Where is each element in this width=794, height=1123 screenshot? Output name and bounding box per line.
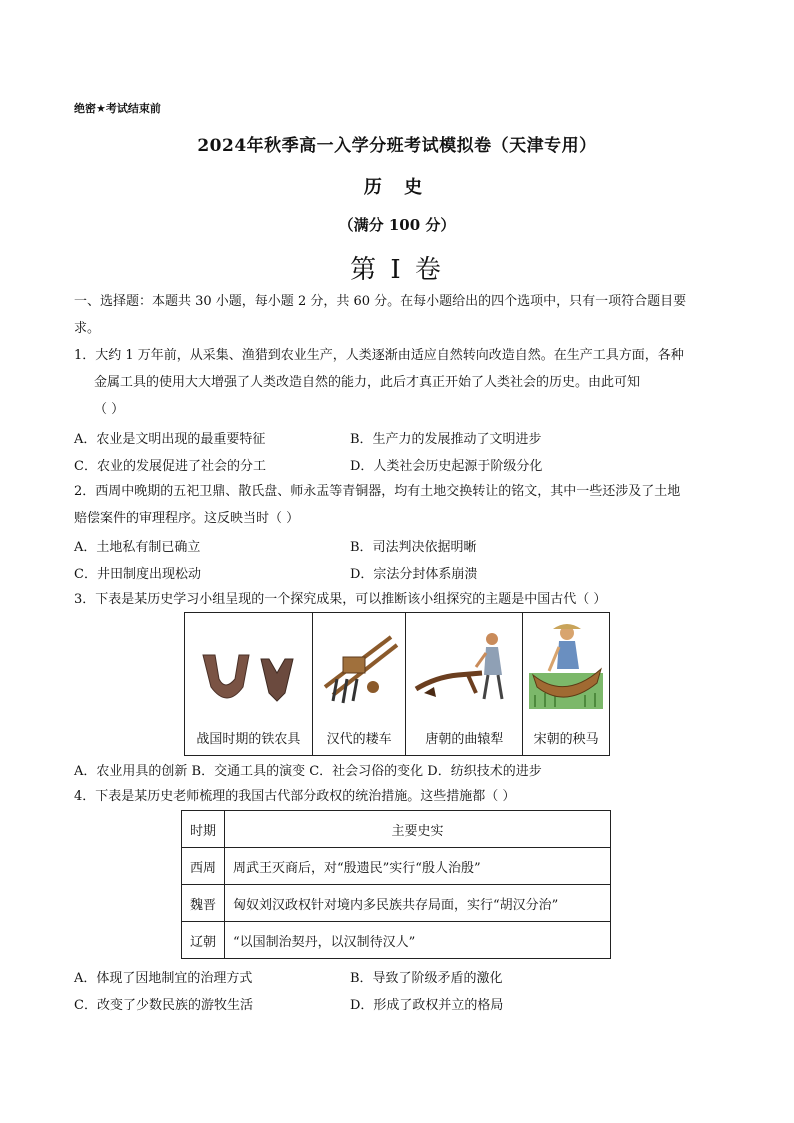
table-cell-period: 辽朝 (182, 922, 225, 959)
q4-option-a[interactable]: A．体现了因地制宜的治理方式 (74, 971, 253, 986)
q4-option-b[interactable]: B．导致了阶级矛盾的激化 (350, 971, 503, 986)
q1-option-c[interactable]: C．农业的发展促进了社会的分工 (74, 459, 266, 474)
exam-title: 2024年秋季高一入学分班考试模拟卷（天津专用） (197, 136, 597, 156)
rice-seedling-horse-icon (523, 617, 609, 719)
q1-answer-blank: （ ） (94, 402, 125, 417)
q2-stem-line2: 赔偿案件的审理程序。这反映当时（ ） (74, 511, 300, 526)
volume-heading: 第 I 卷 (350, 255, 444, 285)
q3-caption-2: 汉代的耧车 (326, 732, 392, 747)
q1-option-d[interactable]: D．人类社会历史起源于阶级分化 (350, 459, 543, 474)
q1-stem-line2: 金属工具的使用大大增强了人类改造自然的能力，此后才真正开始了人类社会的历史。由此可知 (94, 375, 641, 390)
table-header-row (182, 811, 611, 848)
q3-image-cell-3 (406, 613, 523, 755)
q3-options[interactable]: A．农业用具的创新 B．交通工具的演变 C．社会习俗的变化 D．纺织技术的进步 (74, 764, 542, 779)
q3-caption-4: 宋朝的秧马 (533, 732, 599, 747)
confidential-label: 绝密★考试结束前 (74, 102, 161, 115)
q3-image-table (184, 612, 610, 756)
q1-option-a[interactable]: A．农业是文明出现的最重要特征 (74, 432, 266, 447)
seed-drill-icon (313, 617, 406, 713)
section-instruction-line1: 一、选择题：本题共 30 小题，每小题 2 分，共 60 分。在每小题给出的四个选项中，只有一项符合题目要 (74, 294, 687, 309)
q3-caption-3: 唐朝的曲辕犁 (425, 732, 504, 747)
table-row (182, 848, 611, 885)
table-cell-period: 魏晋 (182, 885, 225, 922)
table-header-facts: 主要史实 (225, 811, 611, 848)
q3-stem: 3．下表是某历史学习小组呈现的一个探究成果，可以推断该小组探究的主题是中国古代（ ） (74, 592, 607, 607)
q3-image-cell-1 (185, 613, 313, 755)
q2-option-b[interactable]: B．司法判决依据明晰 (350, 540, 477, 555)
section-instruction-line2: 求。 (74, 321, 101, 336)
table-cell-fact: 周武王灭商后，对“殷遗民”实行“殷人治殷” (225, 848, 611, 885)
table-cell-period: 西周 (182, 848, 225, 885)
table-row (182, 885, 611, 922)
curved-plow-icon (406, 617, 522, 713)
q4-stem: 4．下表是某历史老师梳理的我国古代部分政权的统治措施。这些措施都（ ） (74, 789, 516, 804)
q1-stem-line1: 1．大约 1 万年前，从采集、渔猎到农业生产，人类逐渐由适应自然转向改造自然。在生产工具方面，各种 (74, 348, 684, 363)
q2-option-a[interactable]: A．土地私有制已确立 (74, 540, 201, 555)
table-cell-fact: “以国制治契丹，以汉制待汉人” (225, 922, 611, 959)
q3-image-cell-4 (523, 613, 609, 755)
q4-option-d[interactable]: D．形成了政权并立的格局 (350, 998, 504, 1013)
q4-option-c[interactable]: C．改变了少数民族的游牧生活 (74, 998, 253, 1013)
q3-caption-1: 战国时期的铁农具 (196, 732, 301, 747)
q4-history-table (181, 810, 611, 959)
q1-option-b[interactable]: B．生产力的发展推动了文明进步 (350, 432, 542, 447)
table-row (182, 922, 611, 959)
iron-farm-tool-icon (185, 617, 312, 713)
table-header-period: 时期 (182, 811, 225, 848)
q3-image-cell-2 (313, 613, 407, 755)
q2-option-c[interactable]: C．井田制度出现松动 (74, 567, 201, 582)
full-score: （满分 100 分） (338, 216, 456, 234)
q2-option-d[interactable]: D．宗法分封体系崩溃 (350, 567, 478, 582)
table-cell-fact: 匈奴刘汉政权针对境内多民族共存局面，实行“胡汉分治” (225, 885, 611, 922)
q2-stem-line1: 2．西周中晚期的五祀卫鼎、散氏盘、师永盂等青铜器，均有土地交换转让的铭文，其中一些还涉及了土地 (74, 484, 681, 499)
subject-title: 历 史 (363, 177, 431, 198)
